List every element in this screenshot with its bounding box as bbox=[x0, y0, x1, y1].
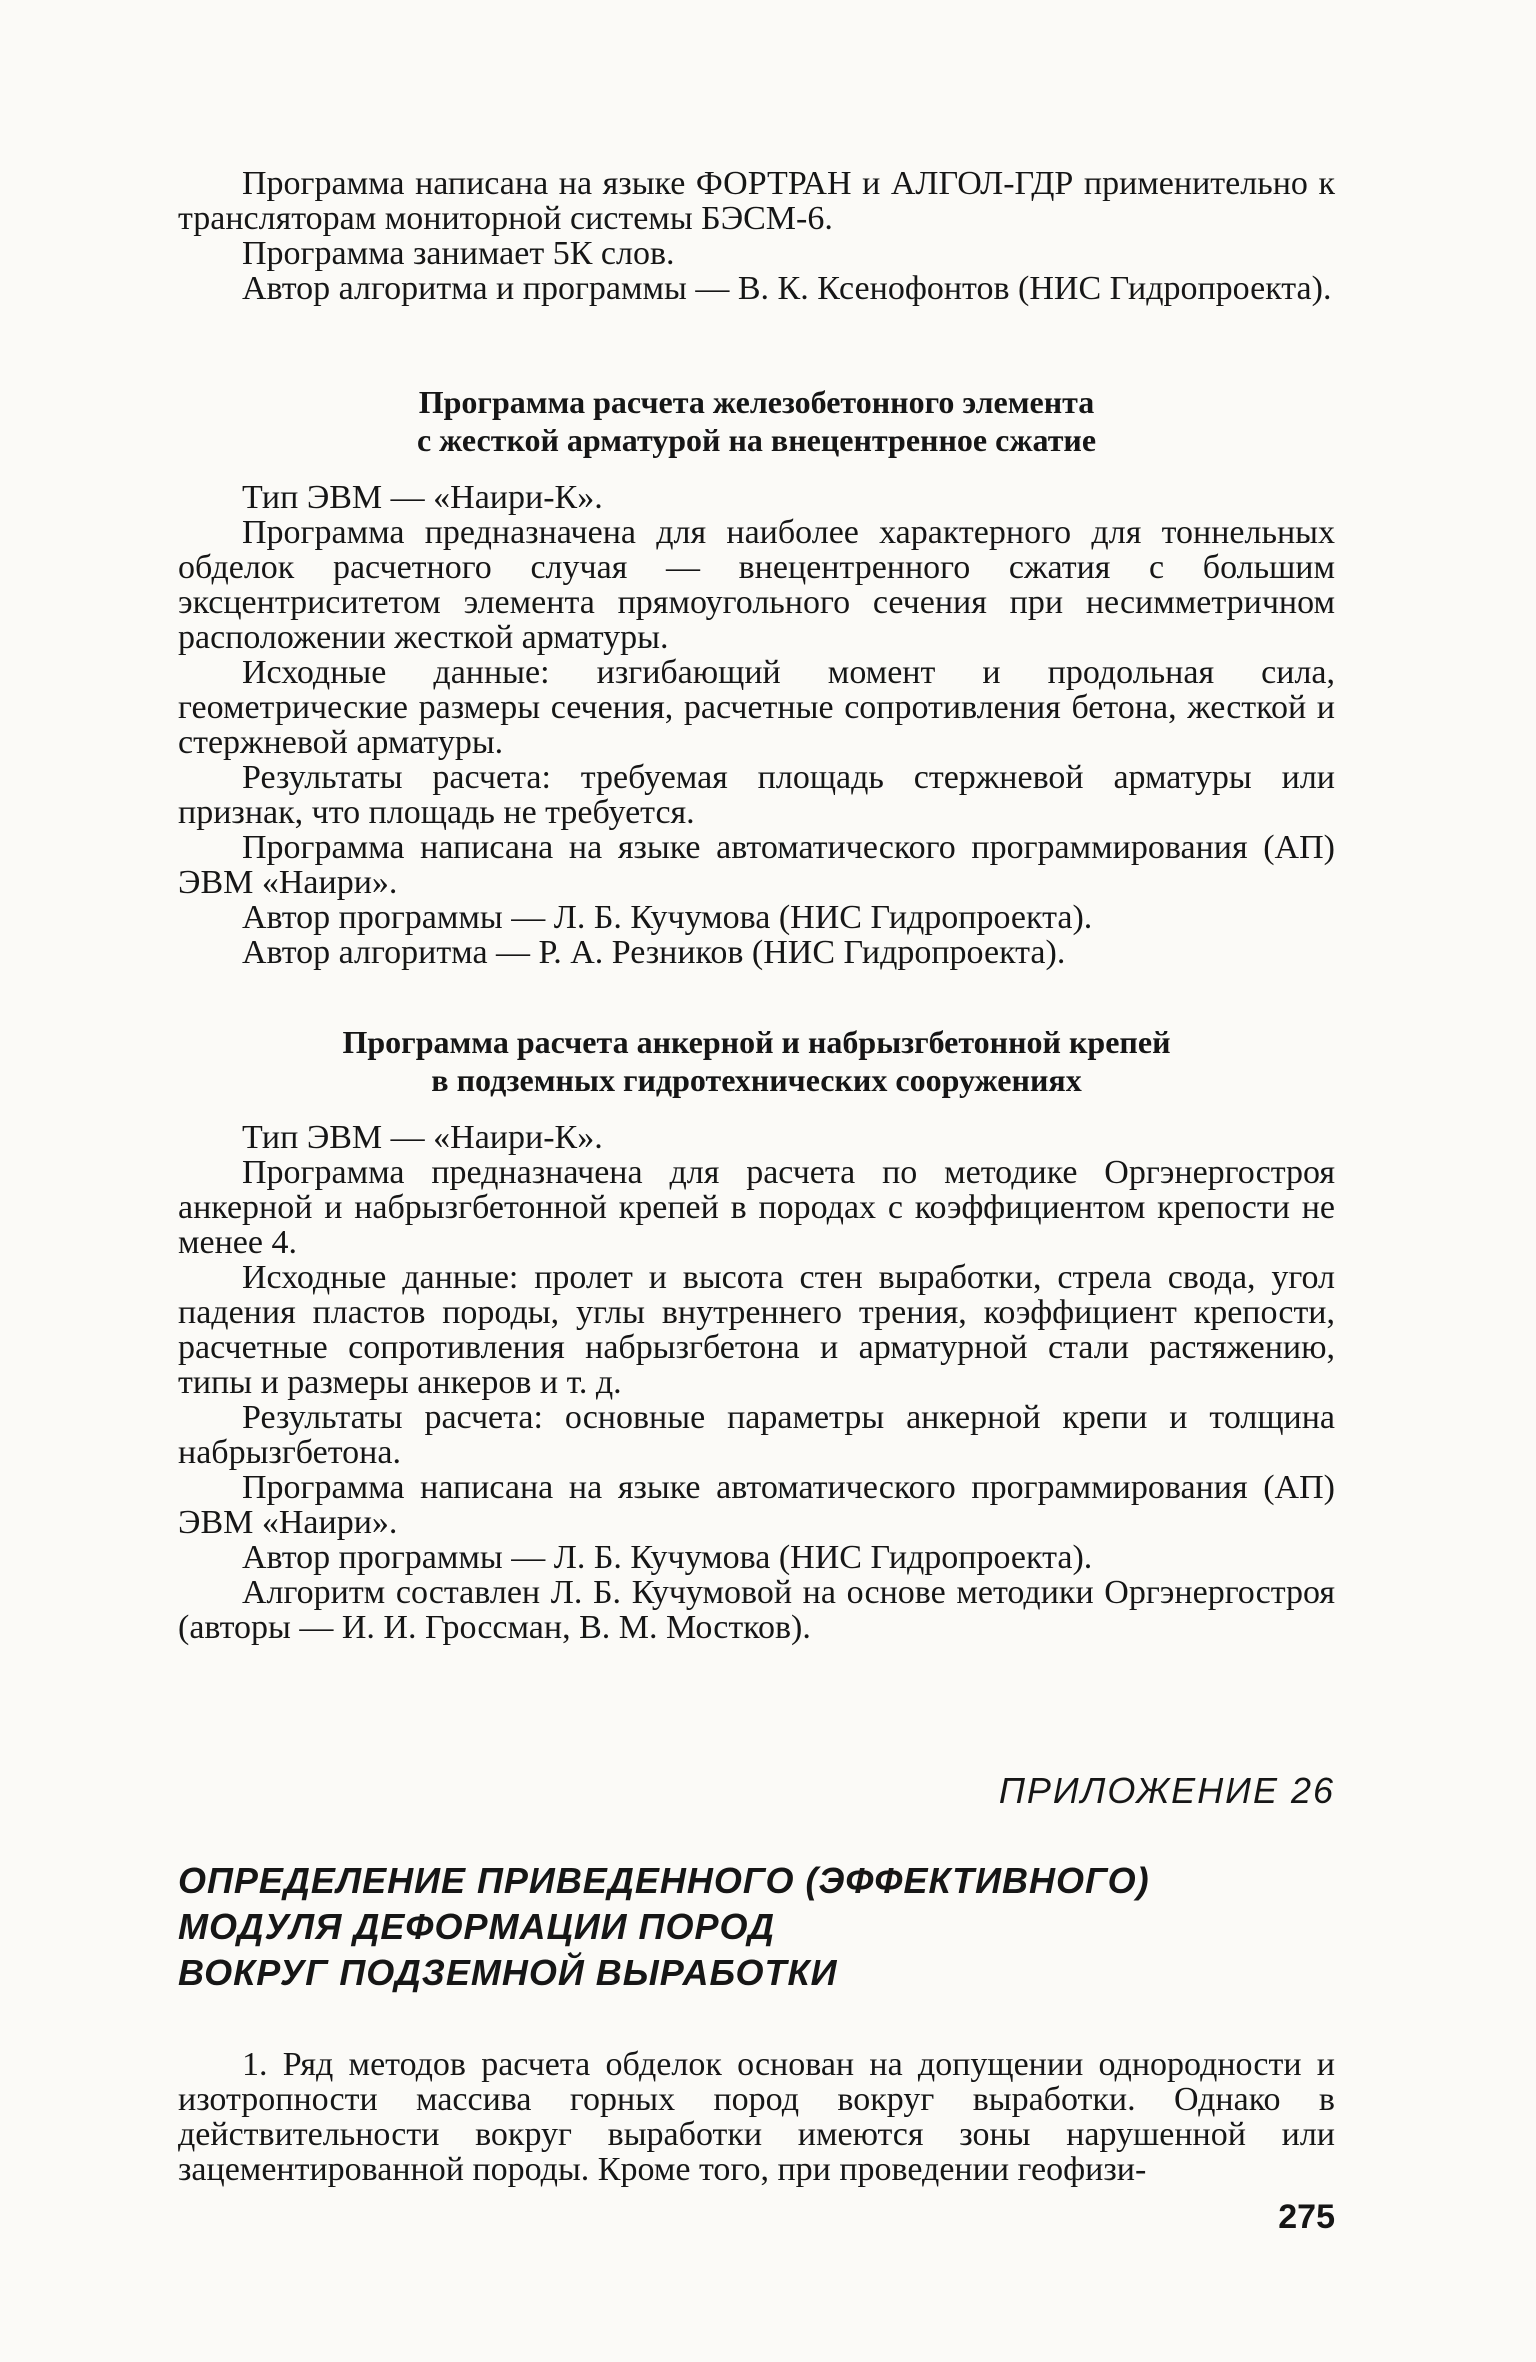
page-number: 275 bbox=[1278, 2198, 1335, 2236]
section-2-paragraph-3: Исходные данные: пролет и высота стен выработки, стрела свода, угол падения пластов породы, углы внутреннего трения, коэффициент крепости, расчетные сопротивления набрызгбетона и арматурной стали растяжению, типы и размеры анкеров и т. д. bbox=[178, 1259, 1335, 1401]
section-2-paragraph-4: Результаты расчета: основные параметры анкерной крепи и толщина набрызгбетона. bbox=[178, 1399, 1335, 1471]
section-2-paragraph-5: Программа написана на языке автоматического программирования (АП) ЭВМ «Наири». bbox=[178, 1469, 1335, 1541]
appendix-title-line-1: ОПРЕДЕЛЕНИЕ ПРИВЕДЕННОГО (ЭФФЕКТИВНОГО) bbox=[178, 1860, 1150, 1901]
section-1-paragraph-3: Исходные данные: изгибающий момент и продольная сила, геометрические размеры сечения, расчетные сопротивления бетона, жесткой и стержневой арматуры. bbox=[178, 654, 1335, 761]
intro-paragraph-2: Программа занимает 5К слов. bbox=[242, 235, 675, 272]
appendix-body bbox=[178, 2047, 1335, 2187]
intro-paragraph-1: Программа написана на языке ФОРТРАН и АЛГОЛ-ГДР применительно к трансляторам мониторной системы БЭСМ-6. bbox=[178, 165, 1335, 237]
section-2-paragraph-6: Автор программы — Л. Б. Кучумова (НИС Гидропроекта). bbox=[242, 1539, 1093, 1576]
section-1-paragraph-1: Тип ЭВМ — «Наири-К». bbox=[242, 479, 603, 516]
section-2-heading-line-2: в подземных гидротехнических сооружениях bbox=[431, 1062, 1082, 1098]
section-2-paragraph-2: Программа предназначена для расчета по методике Оргэнергостроя анкерной и набрызгбетонной крепей в породах с коэффициентом крепости не менее 4. bbox=[178, 1154, 1335, 1261]
section-1-paragraph-7: Автор алгоритма — Р. А. Резников (НИС Гидропроекта). bbox=[242, 934, 1066, 971]
section-2-body bbox=[178, 1120, 1335, 1645]
section-1-paragraph-4: Результаты расчета: требуемая площадь стержневой арматуры или признак, что площадь не требуется. bbox=[178, 759, 1335, 831]
section-2-heading-line-1: Программа расчета анкерной и набрызгбетонной крепей bbox=[342, 1024, 1171, 1060]
section-1-paragraph-6: Автор программы — Л. Б. Кучумова (НИС Гидропроекта). bbox=[242, 899, 1093, 936]
appendix-title bbox=[178, 1858, 1335, 1996]
section-1-body bbox=[178, 480, 1335, 970]
appendix-label: ПРИЛОЖЕНИЕ 26 bbox=[998, 1770, 1335, 1811]
section-2-heading bbox=[178, 1023, 1335, 1099]
appendix-paragraph-1: 1. Ряд методов расчета обделок основан на допущении однородности и изотропности массива горных пород вокруг выработки. Однако в действительности вокруг выработки имеются зоны нарушенной или зацементированной породы. Кроме того, при проведении геофизи- bbox=[178, 2046, 1335, 2188]
section-1-paragraph-5: Программа написана на языке автоматического программирования (АП) ЭВМ «Наири». bbox=[178, 829, 1335, 901]
section-2-paragraph-1: Тип ЭВМ — «Наири-К». bbox=[242, 1119, 603, 1156]
appendix-title-line-2: МОДУЛЯ ДЕФОРМАЦИИ ПОРОД bbox=[178, 1906, 775, 1947]
intro-paragraph-3: Автор алгоритма и программы — В. К. Ксенофонтов (НИС Гидропроекта). bbox=[242, 270, 1332, 307]
section-1-heading-line-2: с жесткой арматурой на внецентренное сжатие bbox=[416, 422, 1097, 458]
section-1-heading bbox=[178, 383, 1335, 459]
section-2-paragraph-7: Алгоритм составлен Л. Б. Кучумовой на основе методики Оргэнергостроя (авторы — И. И. Гроссман, В. М. Мостков). bbox=[178, 1574, 1335, 1646]
appendix-label-row bbox=[178, 1770, 1335, 1812]
section-1-paragraph-2: Программа предназначена для наиболее характерного для тоннельных обделок расчетного случая — внецентренного сжатия с большим эксцентриситетом элемента прямоугольного сечения при несимметричном расположении жесткой арматуры. bbox=[178, 514, 1335, 656]
appendix-title-line-3: ВОКРУГ ПОДЗЕМНОЙ ВЫРАБОТКИ bbox=[178, 1952, 838, 1993]
intro-block bbox=[178, 166, 1335, 306]
section-1-heading-line-1: Программа расчета железобетонного элемента bbox=[418, 384, 1095, 420]
